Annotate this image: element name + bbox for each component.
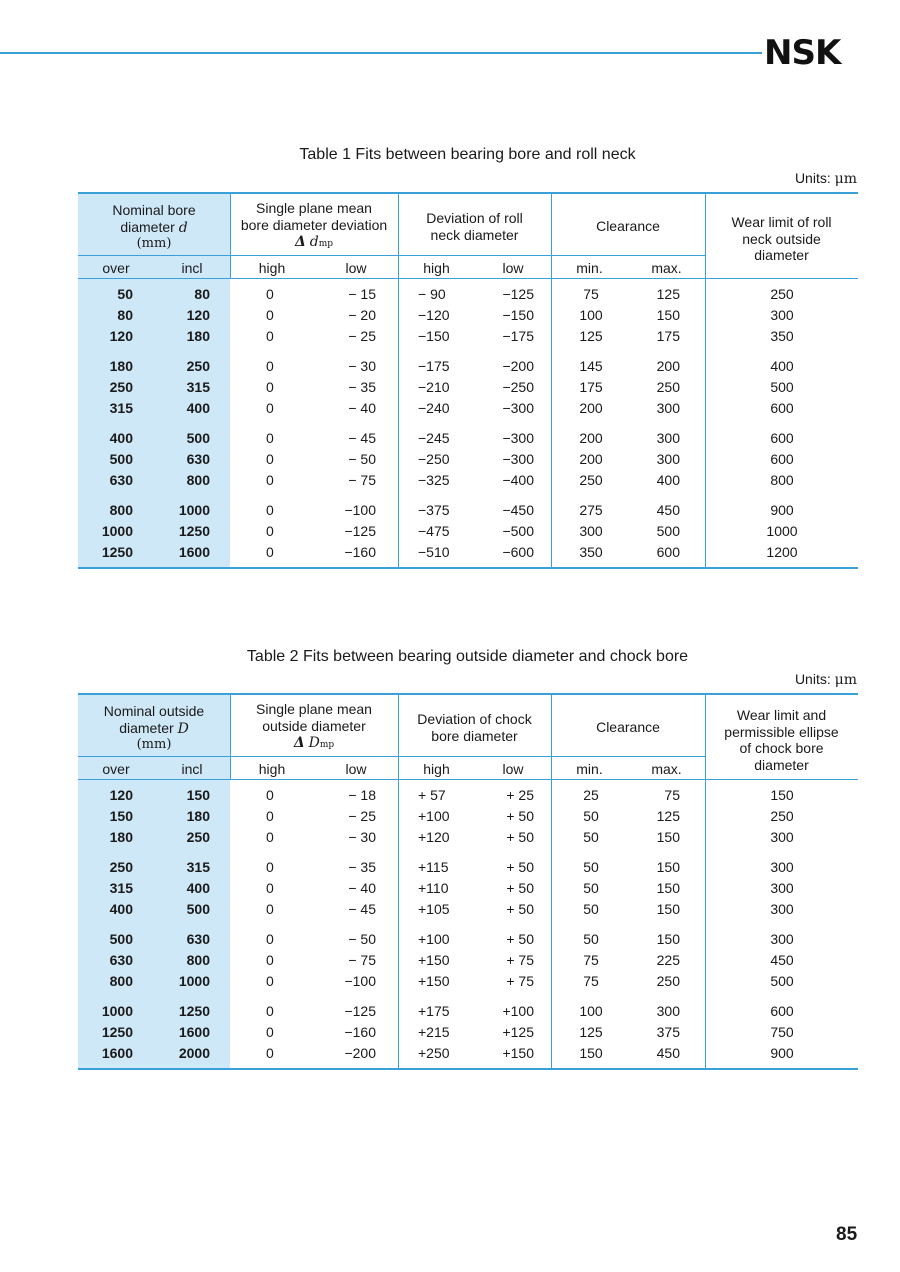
incl-cell: 1600 bbox=[178, 544, 210, 560]
low-cell: − 35 bbox=[348, 379, 376, 395]
max-cell: 200 bbox=[656, 358, 680, 374]
over-cell: 120 bbox=[109, 328, 133, 344]
low-cell: − 75 bbox=[348, 472, 376, 488]
low-cell: −250 bbox=[502, 379, 534, 395]
min-cell: 275 bbox=[579, 502, 603, 518]
max-cell: 400 bbox=[656, 472, 680, 488]
low-cell: −200 bbox=[344, 1045, 376, 1061]
incl-cell: 1000 bbox=[178, 502, 210, 518]
low-cell: + 50 bbox=[506, 829, 534, 845]
high-cell: −475 bbox=[418, 523, 450, 539]
incl-cell: 150 bbox=[186, 787, 210, 803]
high-cell: 0 bbox=[266, 400, 274, 416]
high-cell: 0 bbox=[266, 952, 274, 968]
incl-cell: 800 bbox=[186, 952, 210, 968]
incl-cell: 80 bbox=[194, 286, 210, 302]
high-cell: −175 bbox=[418, 358, 450, 374]
table-row bbox=[78, 521, 858, 542]
max-cell: 225 bbox=[656, 952, 680, 968]
table-row bbox=[78, 929, 858, 950]
min-cell: 200 bbox=[579, 430, 603, 446]
row-group bbox=[78, 924, 858, 996]
high-cell: +100 bbox=[418, 808, 450, 824]
wear-cell: 800 bbox=[770, 472, 794, 488]
min-cell: 150 bbox=[579, 1045, 603, 1061]
over-cell: 150 bbox=[109, 808, 133, 824]
wear-cell: 150 bbox=[770, 787, 794, 803]
nsk-logo: NSK bbox=[764, 33, 841, 73]
high-label: high bbox=[258, 761, 286, 777]
high-cell: +115 bbox=[418, 859, 449, 875]
table2-units: Units: μm bbox=[794, 671, 857, 688]
table-row bbox=[78, 785, 858, 806]
table-row bbox=[78, 470, 858, 491]
wear-cell: 750 bbox=[770, 1024, 794, 1040]
row-group bbox=[78, 423, 858, 495]
incl-cell: 630 bbox=[186, 451, 210, 467]
over-cell: 1600 bbox=[101, 1045, 133, 1061]
min-cell: 300 bbox=[579, 523, 603, 539]
high-cell: 0 bbox=[266, 1003, 274, 1019]
table-row bbox=[78, 326, 858, 347]
table1-units: Units: μm bbox=[794, 170, 857, 187]
max-cell: 600 bbox=[656, 544, 680, 560]
incl-cell: 250 bbox=[186, 829, 210, 845]
table2-caption: Table 2 Fits between bearing outside diameter and chock bore bbox=[246, 648, 689, 665]
low-label: low bbox=[345, 260, 367, 276]
low-cell: +100 bbox=[502, 1003, 534, 1019]
low-cell: − 50 bbox=[348, 931, 376, 947]
high-cell: 0 bbox=[266, 829, 274, 845]
header-rule bbox=[0, 52, 762, 54]
table-row bbox=[78, 542, 858, 563]
row-group bbox=[78, 996, 858, 1068]
high-cell: +175 bbox=[418, 1003, 450, 1019]
high-cell: −375 bbox=[418, 502, 450, 518]
high-cell: 0 bbox=[266, 307, 274, 323]
table2 bbox=[78, 693, 858, 1070]
high-cell: +150 bbox=[418, 952, 450, 968]
low-cell: − 20 bbox=[348, 307, 376, 323]
row-group bbox=[78, 780, 858, 852]
max-cell: 75 bbox=[664, 787, 680, 803]
high-cell: −250 bbox=[418, 451, 450, 467]
over-cell: 315 bbox=[109, 400, 133, 416]
low-cell: −400 bbox=[502, 472, 534, 488]
wear-cell: 600 bbox=[770, 430, 794, 446]
max-label: max. bbox=[651, 260, 682, 276]
low-cell: −300 bbox=[502, 430, 534, 446]
min-cell: 350 bbox=[579, 544, 603, 560]
over-cell: 400 bbox=[109, 430, 133, 446]
low-cell: −150 bbox=[502, 307, 534, 323]
over-cell: 630 bbox=[109, 952, 133, 968]
max-cell: 500 bbox=[656, 523, 680, 539]
low-cell: − 75 bbox=[348, 952, 376, 968]
incl-cell: 800 bbox=[186, 472, 210, 488]
low-cell: −300 bbox=[502, 400, 534, 416]
high-label: high bbox=[258, 260, 286, 276]
high-cell: 0 bbox=[266, 808, 274, 824]
over-cell: 630 bbox=[109, 472, 133, 488]
incl-cell: 400 bbox=[186, 400, 210, 416]
low-cell: +125 bbox=[502, 1024, 534, 1040]
min-cell: 50 bbox=[583, 931, 599, 947]
incl-cell: 1250 bbox=[178, 1003, 210, 1019]
max-cell: 375 bbox=[656, 1024, 680, 1040]
low-cell: + 50 bbox=[506, 931, 534, 947]
max-cell: 300 bbox=[656, 451, 680, 467]
wear-cell: 600 bbox=[770, 400, 794, 416]
low-cell: + 50 bbox=[506, 901, 534, 917]
low-cell: − 18 bbox=[348, 787, 376, 803]
low-cell: + 50 bbox=[506, 880, 534, 896]
high-cell: +120 bbox=[418, 829, 450, 845]
min-cell: 50 bbox=[583, 880, 599, 896]
high-cell: 0 bbox=[266, 880, 274, 896]
high-cell: −245 bbox=[418, 430, 450, 446]
high-cell: +215 bbox=[418, 1024, 450, 1040]
wear-cell: 900 bbox=[770, 502, 794, 518]
min-cell: 200 bbox=[579, 451, 603, 467]
min-cell: 145 bbox=[579, 358, 603, 374]
low-cell: − 35 bbox=[348, 859, 376, 875]
low-cell: − 45 bbox=[348, 901, 376, 917]
min-cell: 50 bbox=[583, 901, 599, 917]
low-cell: −500 bbox=[502, 523, 534, 539]
high-cell: +105 bbox=[418, 901, 450, 917]
wear-cell: 600 bbox=[770, 1003, 794, 1019]
incl-cell: 180 bbox=[186, 808, 210, 824]
low-cell: − 40 bbox=[348, 400, 376, 416]
wear-cell: 500 bbox=[770, 973, 794, 989]
incl-cell: 1000 bbox=[178, 973, 210, 989]
over-cell: 1250 bbox=[101, 544, 133, 560]
single-plane-header: Single plane mean bore diameter deviation Δ dmp bbox=[240, 200, 388, 250]
wear-limit-header: Wear limit and permissible ellipse of chock bore diameter bbox=[724, 707, 839, 773]
incl-cell: 250 bbox=[186, 358, 210, 374]
low-cell: −450 bbox=[502, 502, 534, 518]
high-cell: 0 bbox=[266, 544, 274, 560]
low-cell: −125 bbox=[502, 286, 534, 302]
low-cell: − 45 bbox=[348, 430, 376, 446]
high-cell: 0 bbox=[266, 451, 274, 467]
table1-caption: Table 1 Fits between bearing bore and roll neck bbox=[299, 146, 636, 163]
max-cell: 150 bbox=[656, 307, 680, 323]
wear-cell: 300 bbox=[770, 880, 794, 896]
high-cell: +110 bbox=[418, 880, 449, 896]
max-cell: 125 bbox=[656, 808, 680, 824]
low-cell: −160 bbox=[344, 1024, 376, 1040]
clearance-header: Clearance bbox=[596, 719, 660, 735]
table1 bbox=[78, 192, 858, 569]
incl-label: incl bbox=[181, 761, 203, 777]
deviation-header: Deviation of chock bore diameter bbox=[417, 711, 532, 744]
high-cell: −210 bbox=[418, 379, 450, 395]
min-cell: 25 bbox=[583, 787, 599, 803]
high-cell: + 57 bbox=[418, 787, 446, 803]
over-cell: 120 bbox=[109, 787, 133, 803]
table-row bbox=[78, 284, 858, 305]
low-cell: −125 bbox=[344, 1003, 376, 1019]
low-cell: + 50 bbox=[506, 859, 534, 875]
low-cell: −600 bbox=[502, 544, 534, 560]
table-row bbox=[78, 305, 858, 326]
incl-cell: 120 bbox=[186, 307, 210, 323]
max-cell: 150 bbox=[656, 859, 680, 875]
wear-cell: 300 bbox=[770, 307, 794, 323]
min-cell: 50 bbox=[583, 808, 599, 824]
min-cell: 125 bbox=[579, 328, 603, 344]
high-cell: 0 bbox=[266, 1024, 274, 1040]
max-cell: 300 bbox=[656, 400, 680, 416]
max-cell: 450 bbox=[656, 502, 680, 518]
deviation-header: Deviation of roll neck diameter bbox=[426, 210, 523, 243]
max-label: max. bbox=[651, 761, 682, 777]
wear-cell: 900 bbox=[770, 1045, 794, 1061]
row-group bbox=[78, 852, 858, 924]
nominal-header: Nominal bore diameter d (mm) bbox=[112, 202, 196, 251]
over-label: over bbox=[102, 260, 130, 276]
wear-cell: 1000 bbox=[766, 523, 798, 539]
high-cell: +250 bbox=[418, 1045, 450, 1061]
row-group bbox=[78, 495, 858, 567]
min-cell: 250 bbox=[579, 472, 603, 488]
low-cell: − 25 bbox=[348, 808, 376, 824]
over-cell: 315 bbox=[109, 880, 133, 896]
table1-header bbox=[78, 194, 858, 279]
low-cell: + 75 bbox=[506, 952, 534, 968]
table2-header bbox=[78, 695, 858, 780]
wear-cell: 450 bbox=[770, 952, 794, 968]
incl-cell: 315 bbox=[186, 859, 210, 875]
max-cell: 150 bbox=[656, 880, 680, 896]
min-label: min. bbox=[576, 260, 603, 276]
wear-cell: 300 bbox=[770, 931, 794, 947]
table-row bbox=[78, 857, 858, 878]
low-label: low bbox=[345, 761, 367, 777]
high-cell: 0 bbox=[266, 901, 274, 917]
table-row bbox=[78, 428, 858, 449]
low-cell: + 25 bbox=[506, 787, 534, 803]
over-cell: 500 bbox=[109, 451, 133, 467]
table1-body bbox=[78, 279, 858, 567]
min-label: min. bbox=[576, 761, 603, 777]
high-cell: 0 bbox=[266, 472, 274, 488]
over-cell: 180 bbox=[109, 829, 133, 845]
incl-cell: 500 bbox=[186, 901, 210, 917]
over-cell: 800 bbox=[109, 973, 133, 989]
low-label: low bbox=[502, 260, 524, 276]
row-group bbox=[78, 279, 858, 351]
high-cell: 0 bbox=[266, 358, 274, 374]
min-cell: 100 bbox=[579, 1003, 603, 1019]
high-label: high bbox=[423, 761, 450, 777]
table-row bbox=[78, 971, 858, 992]
high-cell: 0 bbox=[266, 1045, 274, 1061]
incl-cell: 1600 bbox=[178, 1024, 210, 1040]
single-plane-header: Single plane mean outside diameter Δ Dmp bbox=[256, 701, 372, 751]
table-row bbox=[78, 950, 858, 971]
low-cell: +150 bbox=[502, 1045, 534, 1061]
table-row bbox=[78, 878, 858, 899]
wear-cell: 250 bbox=[770, 808, 794, 824]
low-cell: −100 bbox=[344, 502, 376, 518]
max-cell: 125 bbox=[656, 286, 680, 302]
high-cell: 0 bbox=[266, 379, 274, 395]
low-cell: − 30 bbox=[348, 358, 376, 374]
min-cell: 50 bbox=[583, 859, 599, 875]
table-row bbox=[78, 356, 858, 377]
over-cell: 1000 bbox=[101, 1003, 133, 1019]
high-cell: 0 bbox=[266, 523, 274, 539]
wear-cell: 400 bbox=[770, 358, 794, 374]
high-cell: −240 bbox=[418, 400, 450, 416]
high-cell: 0 bbox=[266, 328, 274, 344]
high-cell: − 90 bbox=[418, 286, 446, 302]
min-cell: 200 bbox=[579, 400, 603, 416]
high-cell: +100 bbox=[418, 931, 450, 947]
low-cell: −200 bbox=[502, 358, 534, 374]
wear-cell: 600 bbox=[770, 451, 794, 467]
low-label: low bbox=[502, 761, 524, 777]
incl-cell: 1250 bbox=[178, 523, 210, 539]
high-cell: −510 bbox=[418, 544, 450, 560]
page-number: 85 bbox=[836, 1224, 858, 1245]
high-cell: 0 bbox=[266, 859, 274, 875]
max-cell: 175 bbox=[656, 328, 680, 344]
high-cell: 0 bbox=[266, 430, 274, 446]
high-label: high bbox=[423, 260, 450, 276]
table-row bbox=[78, 500, 858, 521]
high-cell: −120 bbox=[418, 307, 450, 323]
low-cell: −300 bbox=[502, 451, 534, 467]
wear-cell: 300 bbox=[770, 859, 794, 875]
min-cell: 75 bbox=[583, 286, 599, 302]
table-row bbox=[78, 899, 858, 920]
table-row bbox=[78, 398, 858, 419]
max-cell: 300 bbox=[656, 430, 680, 446]
min-cell: 100 bbox=[579, 307, 603, 323]
table-row bbox=[78, 1022, 858, 1043]
table2-body bbox=[78, 780, 858, 1068]
max-cell: 150 bbox=[656, 931, 680, 947]
low-cell: −100 bbox=[344, 973, 376, 989]
incl-cell: 400 bbox=[186, 880, 210, 896]
wear-cell: 250 bbox=[770, 286, 794, 302]
table-row bbox=[78, 449, 858, 470]
wear-limit-header: Wear limit of roll neck outside diameter bbox=[731, 214, 832, 263]
max-cell: 450 bbox=[656, 1045, 680, 1061]
wear-cell: 300 bbox=[770, 901, 794, 917]
min-cell: 125 bbox=[579, 1024, 603, 1040]
wear-cell: 500 bbox=[770, 379, 794, 395]
incl-cell: 315 bbox=[186, 379, 210, 395]
low-cell: − 25 bbox=[348, 328, 376, 344]
low-cell: − 40 bbox=[348, 880, 376, 896]
low-cell: −175 bbox=[502, 328, 534, 344]
over-cell: 1000 bbox=[101, 523, 133, 539]
high-cell: −325 bbox=[418, 472, 450, 488]
incl-label: incl bbox=[181, 260, 203, 276]
min-cell: 175 bbox=[579, 379, 603, 395]
high-cell: 0 bbox=[266, 787, 274, 803]
over-cell: 1250 bbox=[101, 1024, 133, 1040]
high-cell: −150 bbox=[418, 328, 450, 344]
table-row bbox=[78, 1001, 858, 1022]
incl-cell: 500 bbox=[186, 430, 210, 446]
max-cell: 250 bbox=[656, 379, 680, 395]
over-cell: 400 bbox=[109, 901, 133, 917]
max-cell: 300 bbox=[656, 1003, 680, 1019]
min-cell: 75 bbox=[583, 973, 599, 989]
low-cell: − 15 bbox=[348, 286, 376, 302]
over-cell: 800 bbox=[109, 502, 133, 518]
incl-cell: 630 bbox=[186, 931, 210, 947]
table-row bbox=[78, 806, 858, 827]
min-cell: 75 bbox=[583, 952, 599, 968]
over-cell: 500 bbox=[109, 931, 133, 947]
wear-cell: 300 bbox=[770, 829, 794, 845]
table-row bbox=[78, 827, 858, 848]
max-cell: 250 bbox=[656, 973, 680, 989]
min-cell: 50 bbox=[583, 829, 599, 845]
high-cell: 0 bbox=[266, 502, 274, 518]
nominal-header: Nominal outside diameter D (mm) bbox=[103, 703, 205, 752]
low-cell: −125 bbox=[344, 523, 376, 539]
over-cell: 180 bbox=[109, 358, 133, 374]
low-cell: − 30 bbox=[348, 829, 376, 845]
high-cell: 0 bbox=[266, 973, 274, 989]
max-cell: 150 bbox=[656, 829, 680, 845]
over-cell: 50 bbox=[117, 286, 133, 302]
low-cell: − 50 bbox=[348, 451, 376, 467]
incl-cell: 2000 bbox=[178, 1045, 210, 1061]
over-cell: 250 bbox=[109, 379, 133, 395]
high-cell: +150 bbox=[418, 973, 450, 989]
row-group bbox=[78, 351, 858, 423]
low-cell: + 50 bbox=[506, 808, 534, 824]
incl-cell: 180 bbox=[186, 328, 210, 344]
wear-cell: 1200 bbox=[766, 544, 798, 560]
high-cell: 0 bbox=[266, 931, 274, 947]
clearance-header: Clearance bbox=[596, 218, 660, 234]
high-cell: 0 bbox=[266, 286, 274, 302]
table-row bbox=[78, 377, 858, 398]
over-cell: 250 bbox=[109, 859, 133, 875]
over-cell: 80 bbox=[117, 307, 133, 323]
low-cell: −160 bbox=[344, 544, 376, 560]
low-cell: + 75 bbox=[506, 973, 534, 989]
wear-cell: 350 bbox=[770, 328, 794, 344]
max-cell: 150 bbox=[656, 901, 680, 917]
table-row bbox=[78, 1043, 858, 1064]
over-label: over bbox=[102, 761, 130, 777]
